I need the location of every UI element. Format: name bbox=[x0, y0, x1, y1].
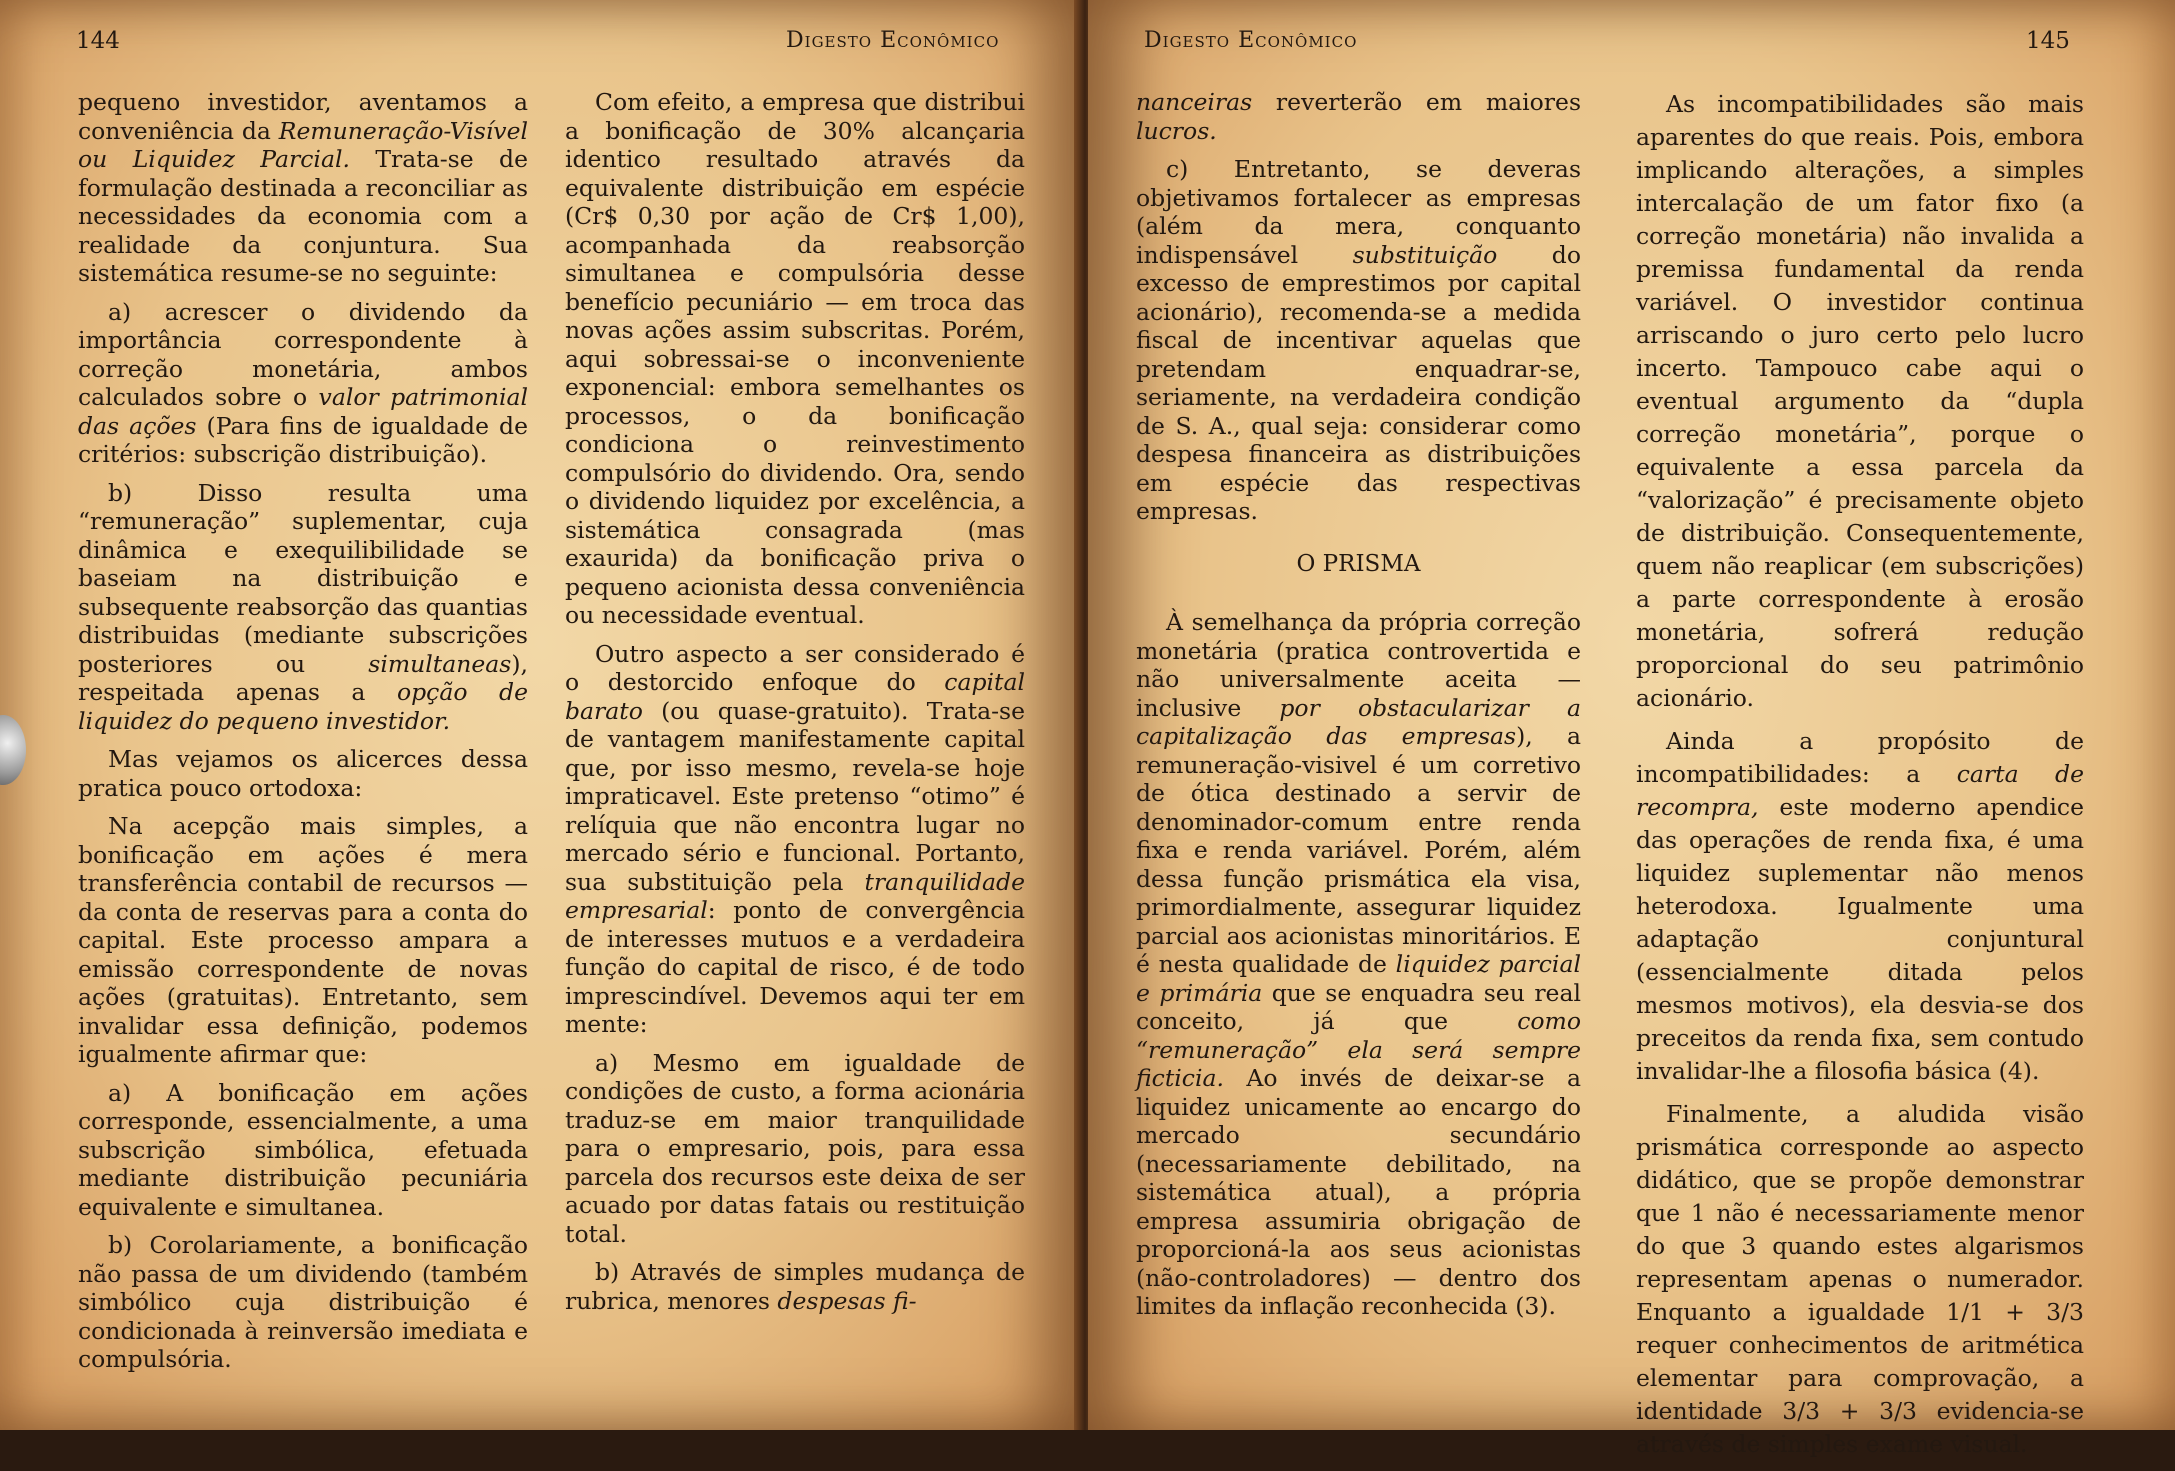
paragraph bbox=[78, 1079, 528, 1222]
paragraph bbox=[78, 745, 528, 802]
text-run: As incompatibilidades são mais aparentes do que reais. Pois, embora implicando alterações, a simples intercalação de um fator fixo (a correção monetária) não invalida a premissa fundamental da renda variável. O investidor continua arriscando o juro certo pelo lucro incerto. Tampouco cabe aqui o eventual argumento da “dupla correção monetária”, porque o equivalente a essa parcela da “valorização” é precisamente objeto de distribuição. Consequentemente, quem não reaplicar (em subscrições) a parte correspondente à erosão monetária, sofrerá redução proporcional do seu patrimônio acionário. bbox=[1636, 90, 2084, 712]
text-run: Mas vejamos os alicerces dessa pratica pouco ortodoxa: bbox=[78, 745, 528, 802]
italic-run: capital barato bbox=[565, 668, 1025, 725]
text-run: (Para fins de igualdade de critérios: subscrição distribuição). bbox=[78, 411, 529, 468]
text-run: b) Corolariamente, a bonificação não passa de um dividendo (também simbólico cuja distribuição é condicionada à reinversão imediata e compulsória. bbox=[78, 1231, 528, 1373]
right-page bbox=[1088, 0, 2175, 1458]
paragraph bbox=[78, 298, 528, 469]
text-run: c) Entretanto, se deveras objetivamos fortalecer as empresas (além da mera, conquanto indispensável bbox=[1136, 155, 1581, 269]
running-head: Digesto Econômico bbox=[786, 28, 1000, 53]
text-run: Ainda a propósito de incompatibilidades: a bbox=[1636, 727, 2084, 788]
text-run: Na acepção mais simples, a bonificação em ações é mera transferência contabil de recursos — da conta de reservas para a conta do capital. Este processo ampara a emissão correspondente de novas ações (gratuitas). Entretanto, sem invalidar essa definição, podemos igualmente afirmar que: bbox=[78, 812, 528, 1068]
text-run: Trata-se de formulação destinada a reconciliar as necessidades da economia com a realidade da conjuntura. Sua sistemática resume-se no seguinte: bbox=[78, 145, 528, 287]
italic-run: como “remuneração” ela será sempre ficticia. bbox=[1136, 1007, 1581, 1092]
text-run: do excesso de emprestimos por capital acionário), recomenda-se a medida fiscal de incentivar aquelas que pretendam enquadrar-se, seriamente, na verdadeira condição de S. A., qual seja: considerar como despesa financeira as distribuições em espécie das respectivas empresas. bbox=[1136, 240, 1581, 525]
italic-run: carta de recompra, bbox=[1636, 760, 2085, 821]
text-run: este moderno apendice das operações de renda fixa, é uma liquidez suplementar não menos heterodoxa. Igualmente uma adaptação conjuntural (essencialmente ditada pelos mesmos motivos), ela desvia-se dos preceitos da renda fixa, sem contudo invalidar-lhe a filosofia básica (4). bbox=[1636, 793, 2084, 1085]
text-run: a) A bonificação em ações corresponde, essencialmente, a uma subscrição simbólica, efetuada mediante distribuição pecuniária equivalente e simultanea. bbox=[78, 1078, 528, 1221]
paragraph bbox=[565, 640, 1025, 1039]
paragraph bbox=[1136, 88, 1581, 145]
text-run: Finalmente, a aludida visão prismática corresponde ao aspecto didático, que se propõe demonstrar que 1 não é necessariamente menor do que 3 quando estes algarismos representam apenas o numerador. Enquanto a igualdade 1/1 + 3/3 requer conhecimentos de aritmética elementar para comprovação, a identidade 3/3 + 3/3 evidencia-se através de simples exame visual. bbox=[1636, 1100, 2084, 1458]
paragraph bbox=[1136, 155, 1581, 526]
thumb-shadow bbox=[0, 715, 26, 785]
text-run: : ponto de convergência de interesses mutuos e a verdadeira função do capital de risco, é de todo imprescindível. Devemos aqui ter em mente: bbox=[565, 896, 1025, 1038]
page-number: 145 bbox=[2026, 28, 2070, 54]
paragraph bbox=[1636, 88, 2084, 715]
text-column-4 bbox=[1636, 88, 2084, 1471]
italic-run: lucros. bbox=[1136, 116, 1217, 145]
text-run: (ou quase-gratuito). Trata-se de vantagem manifestamente capital que, por isso mesmo, revela-se hoje impraticavel. Este pretenso “otimo” é relíquia que não encontra lugar no mercado sério e funcional. Portanto, sua substituição pela bbox=[565, 696, 1025, 896]
paragraph bbox=[565, 1049, 1025, 1249]
italic-run: tranquilidade empresarial bbox=[565, 867, 1025, 924]
text-run: Ao invés de deixar-se a liquidez unicamente ao encargo do mercado secundário (necessariamente debilitado, na sistemática atual), a própria empresa assumiria obrigação de proporcioná-la aos seus acionistas (não-controladores) — dentro dos limites da inflação reconhecida (3). bbox=[1136, 1064, 1581, 1320]
italic-run: Remuneração-Visível ou Liquidez Parcial. bbox=[78, 116, 528, 173]
paragraph bbox=[1636, 725, 2084, 1088]
paragraph bbox=[78, 1231, 528, 1374]
text-run: que se enquadra seu real conceito, já que bbox=[1136, 978, 1581, 1035]
text-column-1 bbox=[78, 88, 528, 1384]
italic-run: valor patrimonial das ações bbox=[78, 383, 528, 440]
italic-run: despesas fi- bbox=[777, 1286, 917, 1315]
text-run: pequeno investidor, aventamos a conveniência da bbox=[78, 88, 528, 145]
paragraph bbox=[78, 479, 528, 736]
paragraph bbox=[1136, 608, 1581, 1321]
paragraph bbox=[565, 88, 1025, 630]
paragraph bbox=[78, 812, 528, 1069]
running-head: Digesto Econômico bbox=[1144, 28, 1358, 53]
italic-run: opção de liquidez do pequeno investidor. bbox=[78, 678, 528, 735]
paragraph bbox=[565, 1258, 1025, 1315]
text-run: À semelhança da própria correção monetária (pratica controvertida e não universalmente aceita — inclusive bbox=[1136, 608, 1581, 722]
text-run: Com efeito, a empresa que distribui a bonificação de 30% alcançaria identico resultado através da equivalente distribuição em espécie (Cr$ 0,30 por ação de Cr$ 1,00), acompanhada da reabsorção simultanea e compulsória desse benefício pecuniário — em troca das novas ações assim subscritas. Porém, aqui sobressai-se o inconveniente exponencial: embora semelhantes os processos, o da bonificação condiciona o reinvestimento compulsório do dividendo. Ora, sendo o dividendo liquidez por excelência, a sistemática consagrada (mas exaurida) da bonificação priva o pequeno acionista dessa conveniência ou necessidade eventual. bbox=[565, 88, 1025, 629]
text-run: ), respeitada apenas a bbox=[78, 649, 528, 706]
italic-run: liquidez parcial e primária bbox=[1136, 950, 1581, 1007]
left-page bbox=[0, 0, 1082, 1430]
text-run: a) acrescer o dividendo da importância correspondente à correção monetária, ambos calculados sobre o bbox=[78, 297, 528, 411]
text-column-3 bbox=[1136, 88, 1581, 1331]
text-run: a) Mesmo em igualdade de condições de custo, a forma acionária traduz-se em maior tranquilidade para o empresario, pois, para essa parcela dos recursos este deixa de ser acuado por datas fatais ou restituição total. bbox=[565, 1048, 1025, 1248]
text-run: reverterão em maiores bbox=[1252, 88, 1581, 116]
italic-run: simultaneas bbox=[368, 649, 512, 678]
italic-run: por obstacularizar a capitalização das empresas bbox=[1136, 693, 1581, 750]
text-run: b) Disso resulta uma “remuneração” suplementar, cuja dinâmica e exequilibilidade se baseiam na distribuição e subsequente reabsorção das quantias distribuidas (mediante subscrições posteriores ou bbox=[78, 478, 528, 678]
italic-run: substituição bbox=[1352, 240, 1498, 269]
paragraph bbox=[1636, 1098, 2084, 1461]
text-column-2 bbox=[565, 88, 1025, 1325]
italic-run: nanceiras bbox=[1136, 88, 1253, 116]
text-run: b) Através de simples mudança de rubrica, menores bbox=[565, 1258, 1025, 1315]
paragraph bbox=[78, 88, 528, 288]
text-run: Outro aspecto a ser considerado é o destorcido enfoque do bbox=[565, 639, 1025, 696]
page-number: 144 bbox=[76, 28, 120, 54]
section-heading: O PRISMA bbox=[1296, 550, 1421, 577]
text-run: ), a remuneração-visivel é um corretivo de ótica destinado a servir de denominador-comum entre renda fixa e renda variável. Porém, além dessa função prismática ela visa, primordialmente, assegurar liquidez parcial aos acionistas minoritários. E é nesta qualidade de bbox=[1136, 722, 1581, 978]
